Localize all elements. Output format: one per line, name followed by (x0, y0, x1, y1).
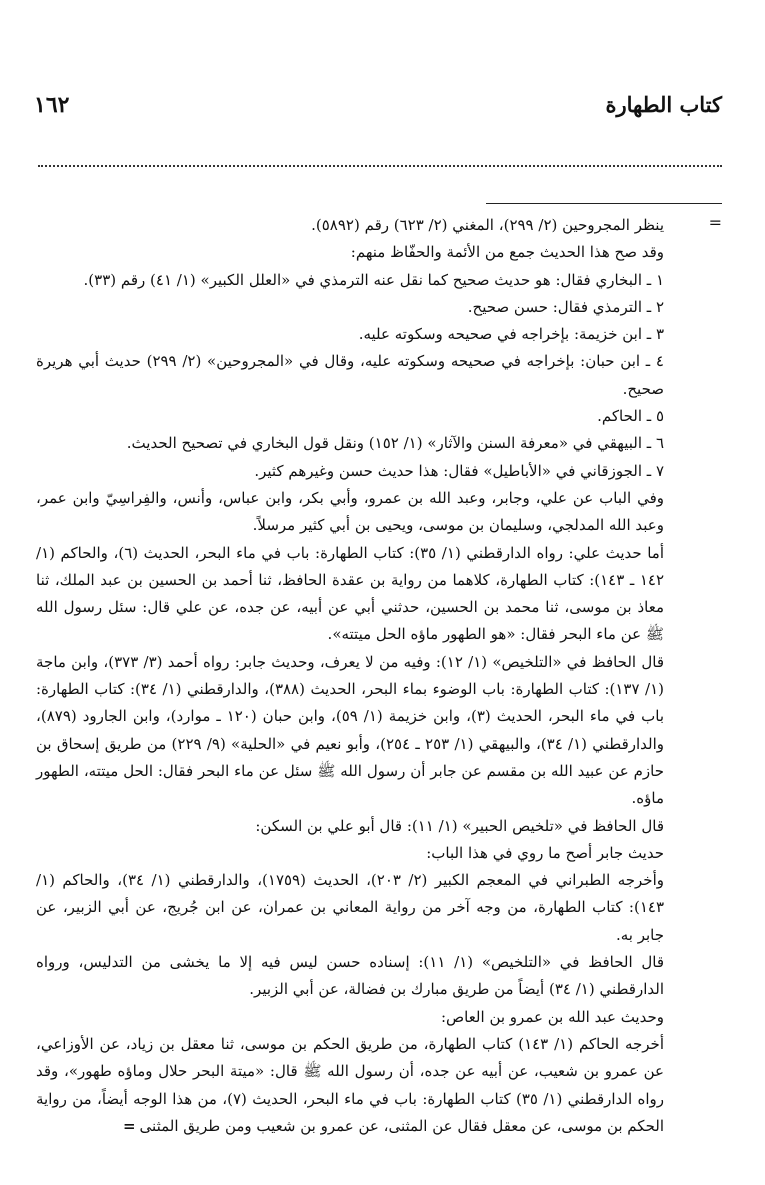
footnote-paragraph: ١ ـ البخاري فقال: هو حديث صحيح كما نقل عنه الترمذي في «العلل الكبير» (١/ ٤١) رقم (٣٣). (83, 270, 664, 289)
footnote-paragraph: وفي الباب عن علي، وجابر، وعبد الله بن عمرو، وأبي بكر، وابن عباس، وأنس، والفِراسِيّ وابن عمر، وعبد الله المدلجي، وسليمان بن موسى، ويحيى بن أبي كثير مرسلاً. (36, 488, 664, 535)
footnote-paragraph: حديث جابر أصح ما روي في هذا الباب: (426, 843, 664, 862)
footnote-paragraph: ٦ ـ البيهقي في «معرفة السنن والآثار» (١/ ١٥٢) ونقل قول البخاري في تصحيح الحديث. (126, 434, 664, 453)
footnote-paragraph: قال الحافظ في «التلخيص» (١/ ١١): إسناده حسن ليس فيه إلا ما يخشى من التدليس، ورواه الدارقطني (١/ ٣٤) أيضاً من طريق مبارك بن فضالة، عن أبي الزبير. (36, 953, 665, 999)
footnotes-block (36, 212, 664, 1140)
running-title: كتاب الطهارة (605, 92, 722, 117)
footnote-rule (486, 203, 722, 204)
footnote-paragraph-last (36, 1031, 664, 1140)
footnote-paragraph: ٥ ـ الحاكم. (597, 407, 664, 426)
continuation-mark-bottom: = (122, 1116, 136, 1135)
footnote-paragraph-text: أخرجه الحاكم (١/ ١٤٣) كتاب الطهارة، من طريق الحكم بن موسى، ثنا معقل بن زياد، عن الأوزاعي، عن عمرو بن شعيب، عن أبيه عن جده، أن رسول الله ﷺ قال: «ميتة البحر حلال وماؤه طهور»، وقد رواه الدارقطني (١/ ٣٥) كتاب الطهارة: باب في ماء البحر، الحديث (٧)، من هذا الوجه أيضاً، من رواية الحكم بن موسى، عن معقل فقال عن المثنى، عن عمرو بن شعيب ومن طريق المثنى (36, 1034, 665, 1135)
footnote-paragraph: وقد صح هذا الحديث جمع من الأئمة والحفّاظ منهم: (350, 243, 664, 262)
footnote-paragraph: ٣ ـ ابن خزيمة: بإخراجه في صحيحه وسكوته عليه. (358, 325, 664, 344)
continuation-mark-top: = (708, 213, 722, 232)
footnote-paragraph: قال الحافظ في «تلخيص الحبير» (١/ ١١): قال أبو علي بن السكن: (255, 816, 664, 835)
footnote-paragraph: ٧ ـ الجوزقاني في «الأباطيل» فقال: هذا حديث حسن وغيرهم كثير. (254, 461, 664, 480)
footnote-paragraph: قال الحافظ في «التلخيص» (١/ ١٢): وفيه من لا يعرف، وحديث جابر: رواه أحمد (٣/ ٣٧٣)، وابن ماجة (١/ ١٣٧): كتاب الطهارة: باب الوضوء بماء البحر، الحديث (٣٨٨)، والدارقطني (١/ ٣٤): كتاب الطهارة: باب في ماء البحر، الحديث (٣)، وابن خزيمة (١/ ٥٩)، وابن حبان (١٢٠ ـ موارد)، وابن الجارود (٨٧٩)، والدارقطني (١/ ٣٤)، والبيهقي (١/ ٢٥٣ ـ ٢٥٤)، وأبو نعيم في «الحلية» (٩/ ٢٢٩) من طريق إسحاق بن حازم عن عبيد الله بن مقسم عن جابر أن رسول الله ﷺ سئل عن ماء البحر فقال: الحل ميتته، الطهور ماؤه. (36, 652, 665, 808)
footnote-paragraph: ينظر المجروحين (٢/ ٢٩٩)، المغني (٢/ ٦٢٣) رقم (٥٨٩٢). (311, 216, 664, 234)
dotted-separator (38, 165, 722, 167)
page-header (34, 92, 722, 118)
footnote-paragraph: ٤ ـ ابن حبان: بإخراجه في صحيحه وسكوته عليه، وقال في «المجروحين» (٢/ ٢٩٩) حديث أبي هريرة صحيح. (36, 352, 664, 398)
footnote-paragraph: ٢ ـ الترمذي فقال: حسن صحيح. (467, 297, 664, 316)
page-number: ١٦٢ (34, 92, 70, 118)
footnote-paragraph: وحديث عبد الله بن عمرو بن العاص: (440, 1007, 664, 1026)
footnote-paragraph: وأخرجه الطبراني في المعجم الكبير (٢/ ٢٠٣)، الحديث (١٧٥٩)، والدارقطني (١/ ٣٤)، والحاكم (١/ ١٤٣): كتاب الطهارة، من وجه آخر من رواية المعاني بن عمران، عن ابن جُريج، عن أبي الزبير، عن جابر به. (36, 871, 664, 944)
footnote-paragraph: أما حديث علي: رواه الدارقطني (١/ ٣٥): كتاب الطهارة: باب في ماء البحر، الحديث (٦)، والحاكم (١/ ١٤٢ ـ ١٤٣): كتاب الطهارة، كلاهما من رواية بن عقدة الحافظ، ثنا أحمد بن الحسين بن عبد الملك، ثنا معاذ بن موسى، ثنا محمد بن الحسين، حدثني أبي عن أبيه، عن جده، عن علي قال: سئل رسول الله ﷺ عن ماء البحر فقال: «هو الطهور ماؤه الحل ميتته». (36, 543, 664, 644)
